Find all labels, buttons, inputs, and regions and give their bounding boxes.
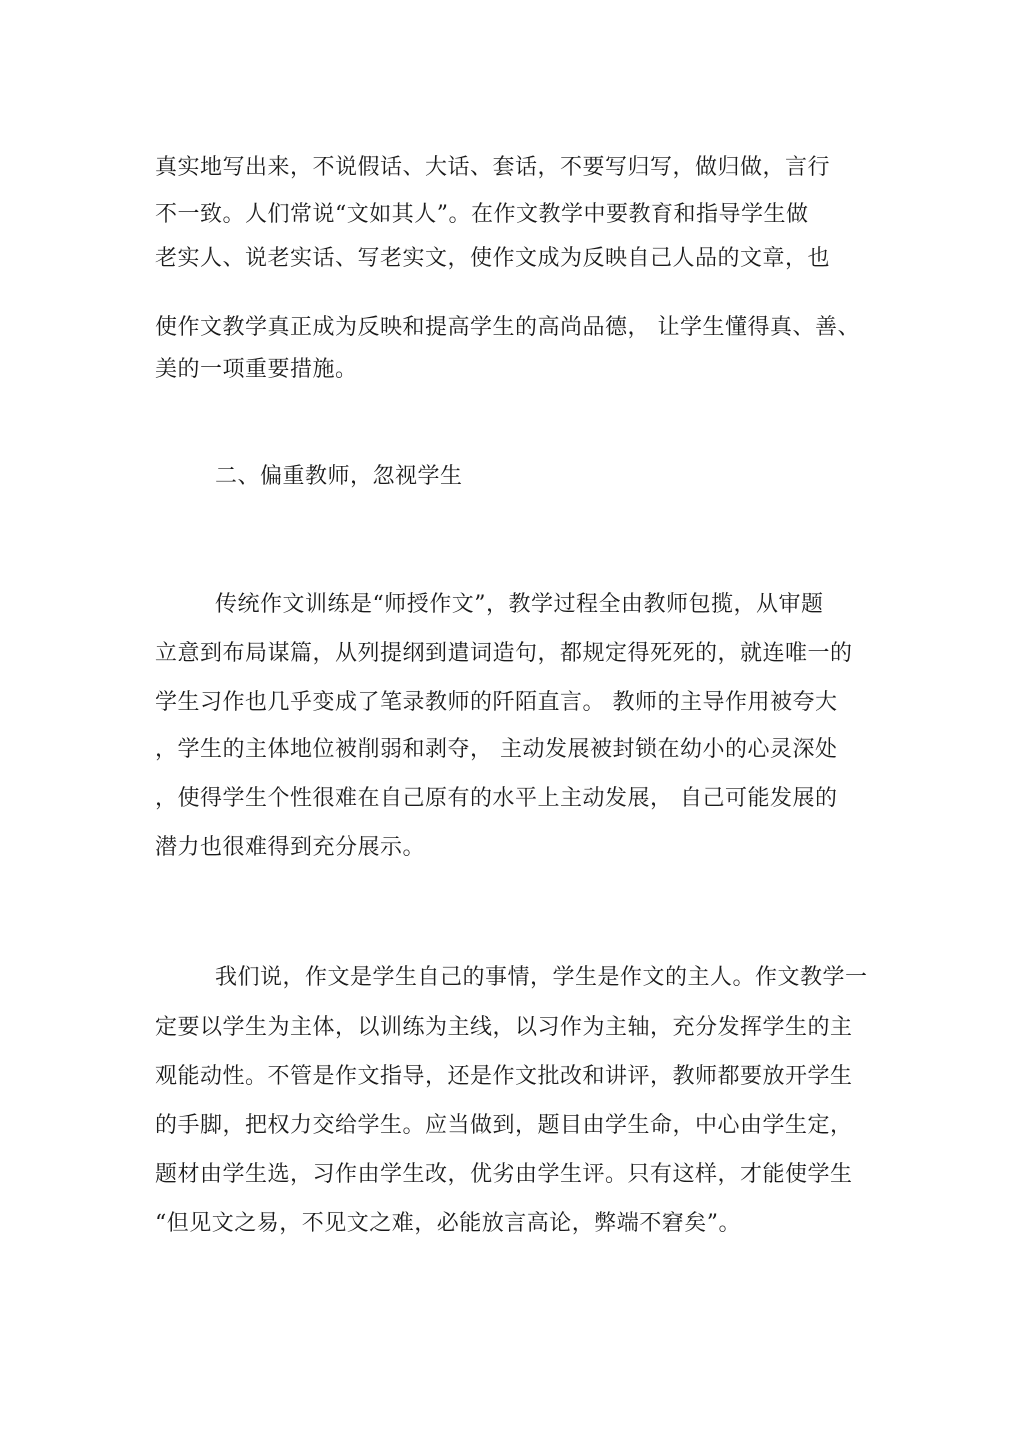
- paragraph-3-line-4: ，学生的主体地位被削弱和剥夺， 主动发展被封锁在幼小的心灵深处: [155, 737, 838, 762]
- paragraph-1-line-1: 真实地写出来，不说假话、大话、套话，不要写归写，做归做，言行: [155, 155, 831, 180]
- paragraph-4-line-5: 题材由学生选，习作由学生改，优劣由学生评。只有这样，才能使学生: [155, 1162, 853, 1187]
- paragraph-3-line-2: 立意到布局谋篇，从列提纲到遣词造句，都规定得死死的，就连唯一的: [155, 641, 853, 666]
- paragraph-4-line-6: “但见文之易，不见文之难，必能放言高论，弊端不窘矣”。: [155, 1211, 741, 1236]
- paragraph-2-line-1: 使作文教学真正成为反映和提高学生的高尚品德， 让学生懂得真、善、: [155, 315, 860, 340]
- paragraph-4-line-4: 的手脚，把权力交给学生。应当做到，题目由学生命，中心由学生定，: [155, 1113, 853, 1138]
- paragraph-3-line-5: ，使得学生个性很难在自己原有的水平上主动发展， 自己可能发展的: [155, 786, 838, 811]
- paragraph-4-line-3: 观能动性。不管是作文指导，还是作文批改和讲评，教师都要放开学生: [155, 1064, 853, 1089]
- paragraph-4-line-1: 我们说，作文是学生自己的事情，学生是作文的主人。作文教学一: [215, 965, 868, 990]
- paragraph-3-line-1: 传统作文训练是“师授作文”，教学过程全由教师包揽，从审题: [215, 592, 824, 617]
- paragraph-2-line-2: 美的一项重要措施。: [155, 357, 358, 382]
- paragraph-1-line-2: 不一致。人们常说“文如其人”。在作文教学中要教育和指导学生做: [155, 202, 809, 227]
- section-heading: 二、偏重教师，忽视学生: [215, 464, 463, 489]
- paragraph-3-line-6: 潜力也很难得到充分展示。: [155, 835, 426, 860]
- paragraph-4-line-2: 定要以学生为主体，以训练为主线，以习作为主轴，充分发挥学生的主: [155, 1015, 853, 1040]
- paragraph-1-line-3: 老实人、说老实话、写老实文，使作文成为反映自己人品的文章，也: [155, 246, 831, 271]
- paragraph-3-line-3: 学生习作也几乎变成了笔录教师的阡陌直言。 教师的主导作用被夸大: [155, 690, 838, 715]
